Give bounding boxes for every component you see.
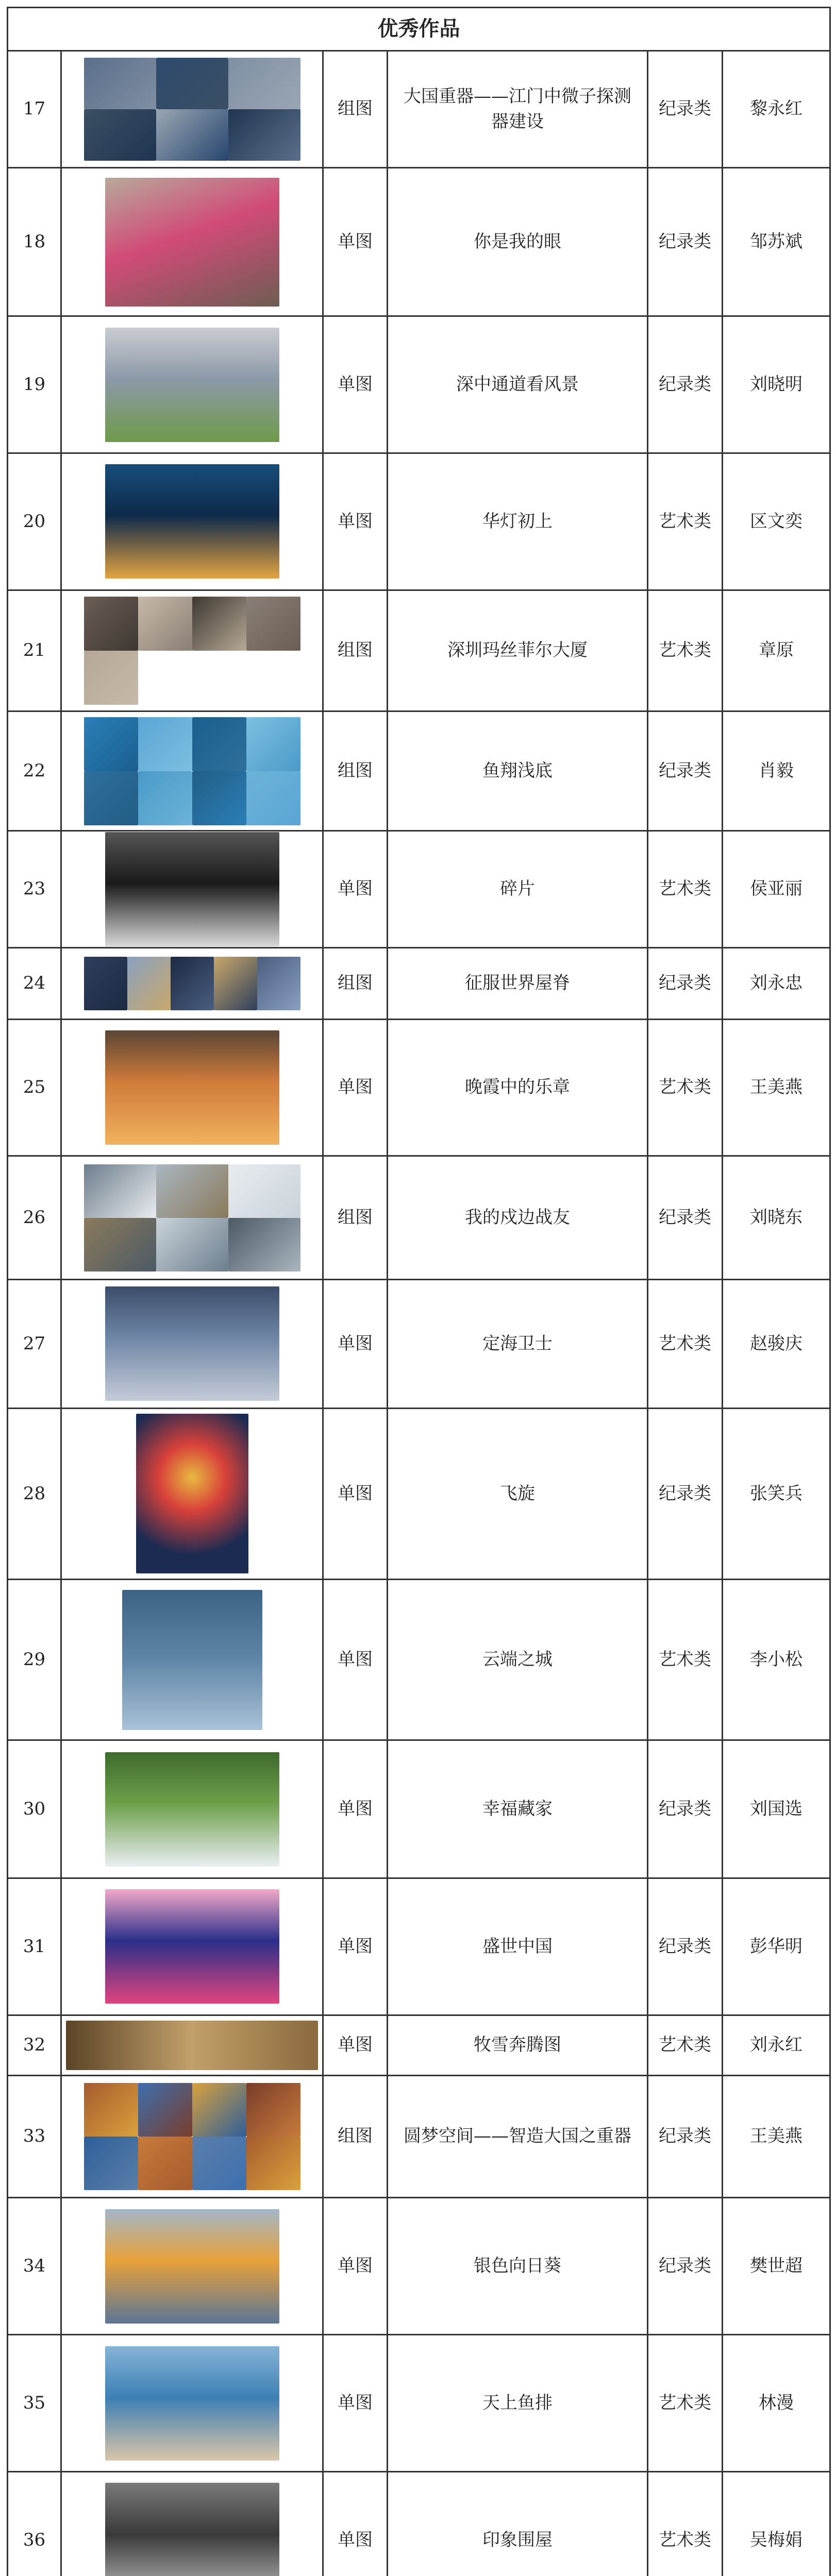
thumbnail-wrap [66, 52, 318, 167]
thumbnail-cell [61, 1019, 323, 1156]
row-number: 28 [8, 1408, 61, 1579]
table-row [8, 453, 830, 590]
work-type: 单图 [323, 2471, 388, 2576]
thumbnail-wrap [66, 832, 318, 947]
work-title: 云端之城 [388, 1580, 648, 1740]
photo-thumbnail [171, 957, 214, 1010]
thumbnail-cell [61, 2335, 323, 2472]
photo-thumbnail [105, 328, 279, 442]
thumbnail-wrap [66, 168, 318, 315]
thumbnail-cell [61, 1156, 323, 1280]
thumbnail-cell [61, 1740, 323, 1878]
row-number: 27 [8, 1280, 61, 1409]
thumbnail-cell [61, 1408, 323, 1579]
row-number: 18 [8, 168, 61, 316]
row-number: 23 [8, 831, 61, 948]
table-title: 优秀作品 [8, 8, 830, 51]
photo-thumbnail [84, 2137, 138, 2190]
work-author: 刘国选 [723, 1740, 830, 1878]
photo-thumbnail [228, 58, 300, 109]
photo-thumbnail [105, 1889, 279, 2004]
work-category: 纪录类 [648, 2198, 723, 2335]
work-category: 艺术类 [648, 1019, 723, 1156]
thumbnail-wrap [66, 2335, 318, 2471]
photo-thumbnail [138, 771, 192, 825]
work-author: 林漫 [723, 2335, 830, 2472]
thumbnail-cell [61, 711, 323, 831]
photo-thumbnail [192, 771, 246, 825]
work-title: 牧雪奔腾图 [388, 2015, 648, 2075]
thumbnail-wrap [66, 1741, 318, 1877]
row-number: 24 [8, 947, 61, 1019]
work-title: 征服世界屋脊 [388, 947, 648, 1019]
row-number: 19 [8, 316, 61, 453]
work-author: 吴梅娟 [723, 2471, 830, 2576]
work-category: 纪录类 [648, 711, 723, 831]
thumbnail-wrap [66, 1879, 318, 2014]
work-title: 圆梦空间——智造大国之重器 [388, 2075, 648, 2198]
thumbnail-wrap [66, 454, 318, 589]
photo-thumbnail [228, 109, 300, 161]
thumbnail-cell [61, 831, 323, 948]
photo-thumbnail [122, 1590, 262, 1730]
work-category: 纪录类 [648, 1878, 723, 2015]
work-title: 碎片 [388, 831, 648, 948]
photo-thumbnail [84, 771, 138, 825]
work-title: 华灯初上 [388, 453, 648, 590]
thumbnail-cell [61, 2015, 323, 2075]
work-title: 深圳玛丝菲尔大厦 [388, 590, 648, 711]
photo-thumbnail [138, 2083, 192, 2137]
photo-group [84, 1164, 300, 1272]
row-number: 25 [8, 1019, 61, 1156]
work-author: 章原 [723, 590, 830, 711]
work-category: 纪录类 [648, 1408, 723, 1579]
work-category: 纪录类 [648, 2075, 723, 2198]
work-category: 艺术类 [648, 453, 723, 590]
row-number: 22 [8, 711, 61, 831]
thumbnail-wrap [66, 712, 318, 830]
work-category: 艺术类 [648, 1280, 723, 1409]
work-category: 纪录类 [648, 1156, 723, 1280]
photo-thumbnail [138, 597, 192, 651]
row-number: 34 [8, 2198, 61, 2335]
work-author: 赵骏庆 [723, 1280, 830, 1409]
work-category: 纪录类 [648, 50, 723, 168]
photo-thumbnail [246, 2083, 300, 2137]
photo-thumbnail [127, 957, 171, 1010]
photo-thumbnail [105, 464, 279, 579]
thumbnail-cell [61, 2198, 323, 2335]
thumbnail-wrap [66, 1280, 318, 1408]
work-type: 组图 [323, 50, 388, 168]
photo-thumbnail [246, 2137, 300, 2190]
row-number: 29 [8, 1580, 61, 1740]
work-type: 单图 [323, 1580, 388, 1740]
photo-thumbnail [192, 717, 246, 771]
photo-thumbnail [84, 597, 138, 651]
work-author: 刘永红 [723, 2015, 830, 2075]
thumbnail-wrap [66, 2016, 318, 2075]
work-author: 樊世超 [723, 2198, 830, 2335]
work-author: 彭华明 [723, 1878, 830, 2015]
work-category: 艺术类 [648, 2471, 723, 2576]
thumbnail-wrap [66, 2076, 318, 2197]
thumbnail-cell [61, 168, 323, 316]
photo-thumbnail [84, 651, 138, 705]
row-number: 30 [8, 1740, 61, 1878]
photo-thumbnail [136, 1414, 248, 1573]
thumbnail-wrap [66, 2472, 318, 2576]
photo-group [84, 717, 300, 825]
row-number: 36 [8, 2471, 61, 2576]
work-type: 组图 [323, 947, 388, 1019]
work-title: 印象围屋 [388, 2471, 648, 2576]
thumbnail-wrap [66, 1020, 318, 1156]
thumbnail-wrap [66, 1409, 318, 1579]
work-category: 艺术类 [648, 590, 723, 711]
work-author: 张笑兵 [723, 1408, 830, 1579]
table-row [8, 2335, 830, 2472]
work-title: 飞旋 [388, 1408, 648, 1579]
work-category: 艺术类 [648, 2015, 723, 2075]
table-row [8, 316, 830, 453]
work-title: 你是我的眼 [388, 168, 648, 316]
photo-thumbnail [84, 1218, 156, 1272]
photo-thumbnail [138, 717, 192, 771]
table-row [8, 2471, 830, 2576]
photo-group [84, 957, 300, 1010]
work-author: 王美燕 [723, 2075, 830, 2198]
photo-thumbnail [156, 1164, 228, 1218]
work-type: 单图 [323, 2198, 388, 2335]
photo-thumbnail [192, 2137, 246, 2190]
photo-group [84, 2083, 300, 2190]
work-category: 纪录类 [648, 316, 723, 453]
work-type: 单图 [323, 1408, 388, 1579]
photo-thumbnail [257, 957, 300, 1010]
work-title: 鱼翔浅底 [388, 711, 648, 831]
thumbnail-wrap [66, 1157, 318, 1279]
thumbnail-cell [61, 1878, 323, 2015]
photo-thumbnail [156, 1218, 228, 1272]
table-row [8, 1580, 830, 1740]
thumbnail-wrap [66, 1580, 318, 1739]
photo-thumbnail [192, 597, 246, 651]
table-row [8, 831, 830, 948]
table-row [8, 168, 830, 316]
thumbnail-cell [61, 2471, 323, 2576]
row-number: 31 [8, 1878, 61, 2015]
table-row [8, 590, 830, 711]
works-table [7, 7, 831, 2576]
photo-thumbnail [105, 1752, 279, 1867]
work-title: 大国重器——江门中微子探测器建设 [388, 50, 648, 168]
work-category: 纪录类 [648, 168, 723, 316]
work-author: 刘永忠 [723, 947, 830, 1019]
thumbnail-wrap [66, 317, 318, 452]
work-author: 肖毅 [723, 711, 830, 831]
work-title: 盛世中国 [388, 1878, 648, 2015]
work-author: 黎永红 [723, 50, 830, 168]
photo-thumbnail [105, 1286, 279, 1401]
work-author: 邹苏斌 [723, 168, 830, 316]
photo-thumbnail [84, 1164, 156, 1218]
work-author: 刘晓明 [723, 316, 830, 453]
thumbnail-cell [61, 50, 323, 168]
photo-thumbnail [105, 2209, 279, 2324]
photo-group [84, 58, 300, 161]
work-title: 天上鱼排 [388, 2335, 648, 2472]
work-category: 纪录类 [648, 947, 723, 1019]
photo-thumbnail [192, 2083, 246, 2137]
photo-thumbnail [84, 717, 138, 771]
thumbnail-cell [61, 453, 323, 590]
photo-thumbnail [66, 2021, 318, 2070]
work-title: 深中通道看风景 [388, 316, 648, 453]
photo-thumbnail [105, 178, 279, 307]
work-category: 纪录类 [648, 1740, 723, 1878]
photo-thumbnail [84, 957, 127, 1010]
row-number: 32 [8, 2015, 61, 2075]
photo-thumbnail [214, 957, 257, 1010]
thumbnail-wrap [66, 2198, 318, 2334]
work-author: 李小松 [723, 1580, 830, 1740]
thumbnail-cell [61, 1580, 323, 1740]
row-number: 21 [8, 590, 61, 711]
photo-thumbnail [138, 2137, 192, 2190]
work-author: 侯亚丽 [723, 831, 830, 948]
table-row [8, 50, 830, 168]
work-type: 单图 [323, 1280, 388, 1409]
work-author: 刘晓东 [723, 1156, 830, 1280]
table-row [8, 2015, 830, 2075]
work-author: 王美燕 [723, 1019, 830, 1156]
work-type: 单图 [323, 1878, 388, 2015]
table-row [8, 947, 830, 1019]
work-category: 艺术类 [648, 2335, 723, 2472]
row-number: 17 [8, 50, 61, 168]
row-number: 35 [8, 2335, 61, 2472]
work-type: 单图 [323, 831, 388, 948]
work-type: 单图 [323, 168, 388, 316]
work-type: 单图 [323, 2335, 388, 2472]
table-row [8, 1280, 830, 1409]
work-title: 银色向日葵 [388, 2198, 648, 2335]
photo-thumbnail [84, 58, 156, 109]
work-type: 单图 [323, 316, 388, 453]
thumbnail-wrap [66, 948, 318, 1019]
thumbnail-cell [61, 2075, 323, 2198]
photo-thumbnail [84, 2083, 138, 2137]
photo-thumbnail [228, 1218, 300, 1272]
work-type: 组图 [323, 590, 388, 711]
thumbnail-cell [61, 947, 323, 1019]
photo-thumbnail [156, 58, 228, 109]
table-title-row [8, 8, 830, 51]
photo-thumbnail [105, 832, 279, 946]
photo-thumbnail [246, 597, 300, 651]
photo-thumbnail [246, 771, 300, 825]
table-row [8, 1408, 830, 1579]
thumbnail-cell [61, 590, 323, 711]
work-title: 幸福藏家 [388, 1740, 648, 1878]
table-row [8, 1019, 830, 1156]
work-type: 单图 [323, 453, 388, 590]
table-row [8, 1156, 830, 1280]
thumbnail-wrap [66, 591, 318, 711]
work-title: 我的戍边战友 [388, 1156, 648, 1280]
work-type: 组图 [323, 1156, 388, 1280]
photo-thumbnail [246, 717, 300, 771]
thumbnail-cell [61, 1280, 323, 1409]
table-row [8, 2075, 830, 2198]
work-type: 单图 [323, 1019, 388, 1156]
row-number: 20 [8, 453, 61, 590]
table-row [8, 1740, 830, 1878]
thumbnail-cell [61, 316, 323, 453]
table-row [8, 2198, 830, 2335]
row-number: 33 [8, 2075, 61, 2198]
work-type: 单图 [323, 1740, 388, 1878]
work-category: 艺术类 [648, 1580, 723, 1740]
photo-thumbnail [156, 109, 228, 161]
photo-thumbnail [105, 1030, 279, 1145]
work-title: 定海卫士 [388, 1280, 648, 1409]
photo-thumbnail [105, 2483, 279, 2576]
row-number: 26 [8, 1156, 61, 1280]
photo-thumbnail [105, 2346, 279, 2461]
table-row [8, 711, 830, 831]
work-title: 晚霞中的乐章 [388, 1019, 648, 1156]
photo-thumbnail [84, 109, 156, 161]
work-type: 组图 [323, 711, 388, 831]
work-type: 单图 [323, 2015, 388, 2075]
work-category: 艺术类 [648, 831, 723, 948]
photo-thumbnail [228, 1164, 300, 1218]
work-type: 组图 [323, 2075, 388, 2198]
table-row [8, 1878, 830, 2015]
photo-group [84, 597, 300, 705]
work-author: 区文奕 [723, 453, 830, 590]
